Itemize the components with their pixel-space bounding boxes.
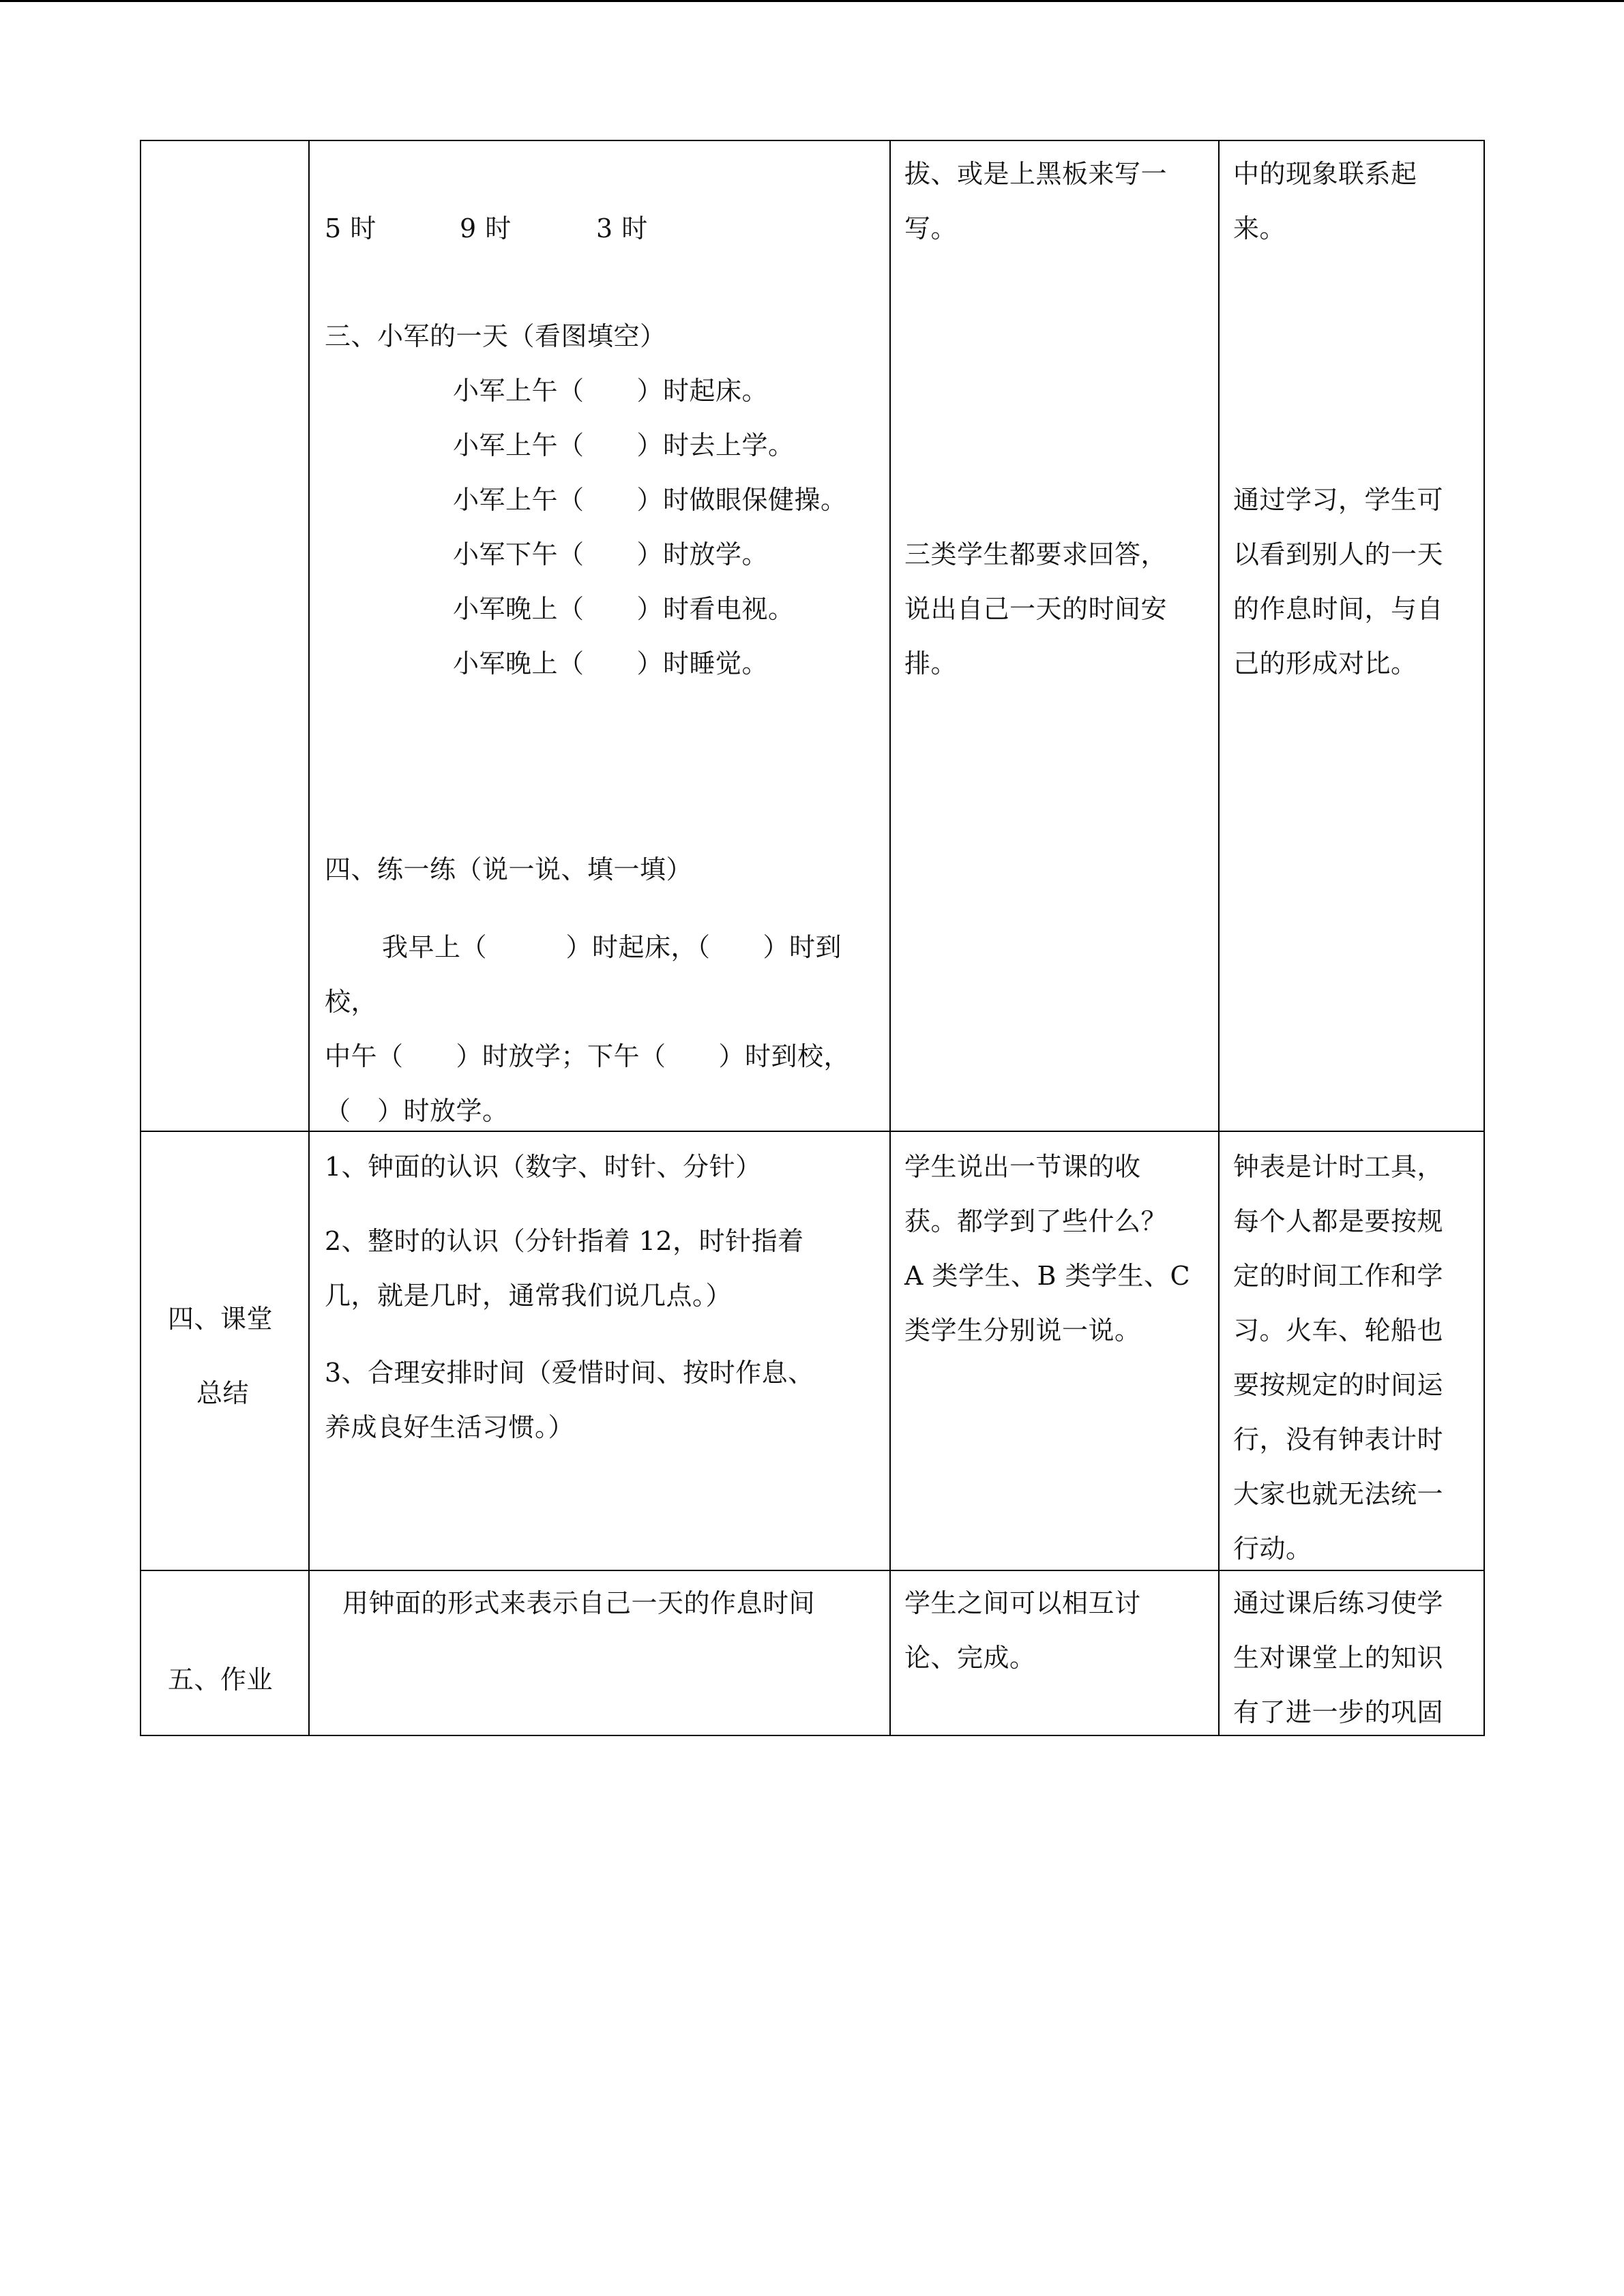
summary-item: 养成良好生活习惯。） — [325, 1412, 575, 1442]
col-divider-2 — [889, 140, 891, 1736]
student-activity-text: 三类学生都要求回答， — [904, 539, 1168, 569]
hour-label-5: 5 时 — [325, 213, 377, 243]
student-activity-text: 获。都学到了些什么？ — [904, 1206, 1168, 1236]
student-activity-text: 拔、或是上黑板来写一 — [904, 159, 1168, 189]
row-divider-2 — [140, 1570, 1485, 1571]
student-activity-text: 学生之间可以相互讨 — [904, 1588, 1141, 1618]
section3-item: 小军晚上（ ）时睡觉。 — [453, 648, 769, 679]
student-activity-text: A 类学生、B 类学生、C — [904, 1261, 1191, 1291]
section4-title: 四、练一练（说一说、填一填） — [325, 854, 693, 884]
stage-label: 总结 — [196, 1378, 250, 1408]
design-intent-text: 行动。 — [1233, 1534, 1312, 1564]
summary-item: 2、整时的认识（分针指着 12，时针指着 — [325, 1226, 804, 1256]
summary-item: 1、钟面的认识（数字、时针、分针） — [325, 1152, 762, 1182]
design-intent-text: 通过课后练习使学 — [1233, 1588, 1444, 1618]
design-intent-text: 习。火车、轮船也 — [1233, 1315, 1444, 1345]
section3-item: 小军上午（ ）时去上学。 — [453, 430, 795, 460]
design-intent-text: 来。 — [1233, 213, 1286, 243]
design-intent-text: 钟表是计时工具， — [1233, 1152, 1444, 1182]
section4-line: 中午（ ）时放学；下午（ ）时到校， — [325, 1041, 851, 1071]
design-intent-text: 大家也就无法统一 — [1233, 1479, 1444, 1509]
homework-text: 用钟面的形式来表示自己一天的作息时间 — [342, 1588, 816, 1618]
stage-label: 五、作业 — [168, 1665, 274, 1695]
row-divider-1 — [140, 1131, 1485, 1132]
student-activity-text: 排。 — [904, 648, 958, 679]
summary-item: 几，就是几时，通常我们说几点。） — [325, 1281, 733, 1311]
section4-line: （ ）时放学。 — [325, 1096, 509, 1126]
col-divider-3 — [1218, 140, 1220, 1736]
section3-item: 小军上午（ ）时做眼保健操。 — [453, 485, 847, 515]
student-activity-text: 论、完成。 — [904, 1643, 1036, 1673]
student-activity-text: 说出自己一天的时间安 — [904, 594, 1168, 624]
design-intent-text: 要按规定的时间运 — [1233, 1370, 1444, 1400]
section4-line: 校， — [325, 987, 378, 1017]
design-intent-text: 定的时间工作和学 — [1233, 1261, 1444, 1291]
design-intent-text: 己的形成对比。 — [1233, 648, 1417, 679]
section4-line: 我早上（ ）时起床，（ ）时到 — [382, 932, 842, 962]
design-intent-text: 有了进一步的巩固 — [1233, 1697, 1444, 1727]
table-border-right — [1483, 140, 1485, 1736]
stage-label: 四、课堂 — [168, 1304, 274, 1334]
hour-label-3: 3 时 — [596, 213, 648, 243]
student-activity-text: 类学生分别说一说。 — [904, 1315, 1141, 1345]
summary-item: 3、合理安排时间（爱惜时间、按时作息、 — [325, 1358, 814, 1388]
design-intent-text: 通过学习，学生可 — [1233, 485, 1444, 515]
table-border-top — [140, 140, 1485, 141]
design-intent-text: 中的现象联系起 — [1233, 159, 1417, 189]
design-intent-text: 行，没有钟表计时 — [1233, 1425, 1444, 1455]
section3-title: 三、小军的一天（看图填空） — [325, 321, 666, 351]
table-border-left — [140, 140, 141, 1736]
section3-item: 小军晚上（ ）时看电视。 — [453, 594, 795, 624]
section3-item: 小军上午（ ）时起床。 — [453, 376, 769, 406]
student-activity-text: 写。 — [904, 213, 958, 243]
design-intent-text: 以看到别人的一天 — [1233, 539, 1444, 569]
design-intent-text: 的作息时间，与自 — [1233, 594, 1444, 624]
table-border-bottom — [140, 1735, 1485, 1736]
design-intent-text: 每个人都是要按规 — [1233, 1206, 1444, 1236]
hour-label-9: 9 时 — [460, 213, 512, 243]
col-divider-1 — [308, 140, 310, 1736]
student-activity-text: 学生说出一节课的收 — [904, 1152, 1141, 1182]
section3-item: 小军下午（ ）时放学。 — [453, 539, 769, 569]
design-intent-text: 生对课堂上的知识 — [1233, 1643, 1444, 1673]
